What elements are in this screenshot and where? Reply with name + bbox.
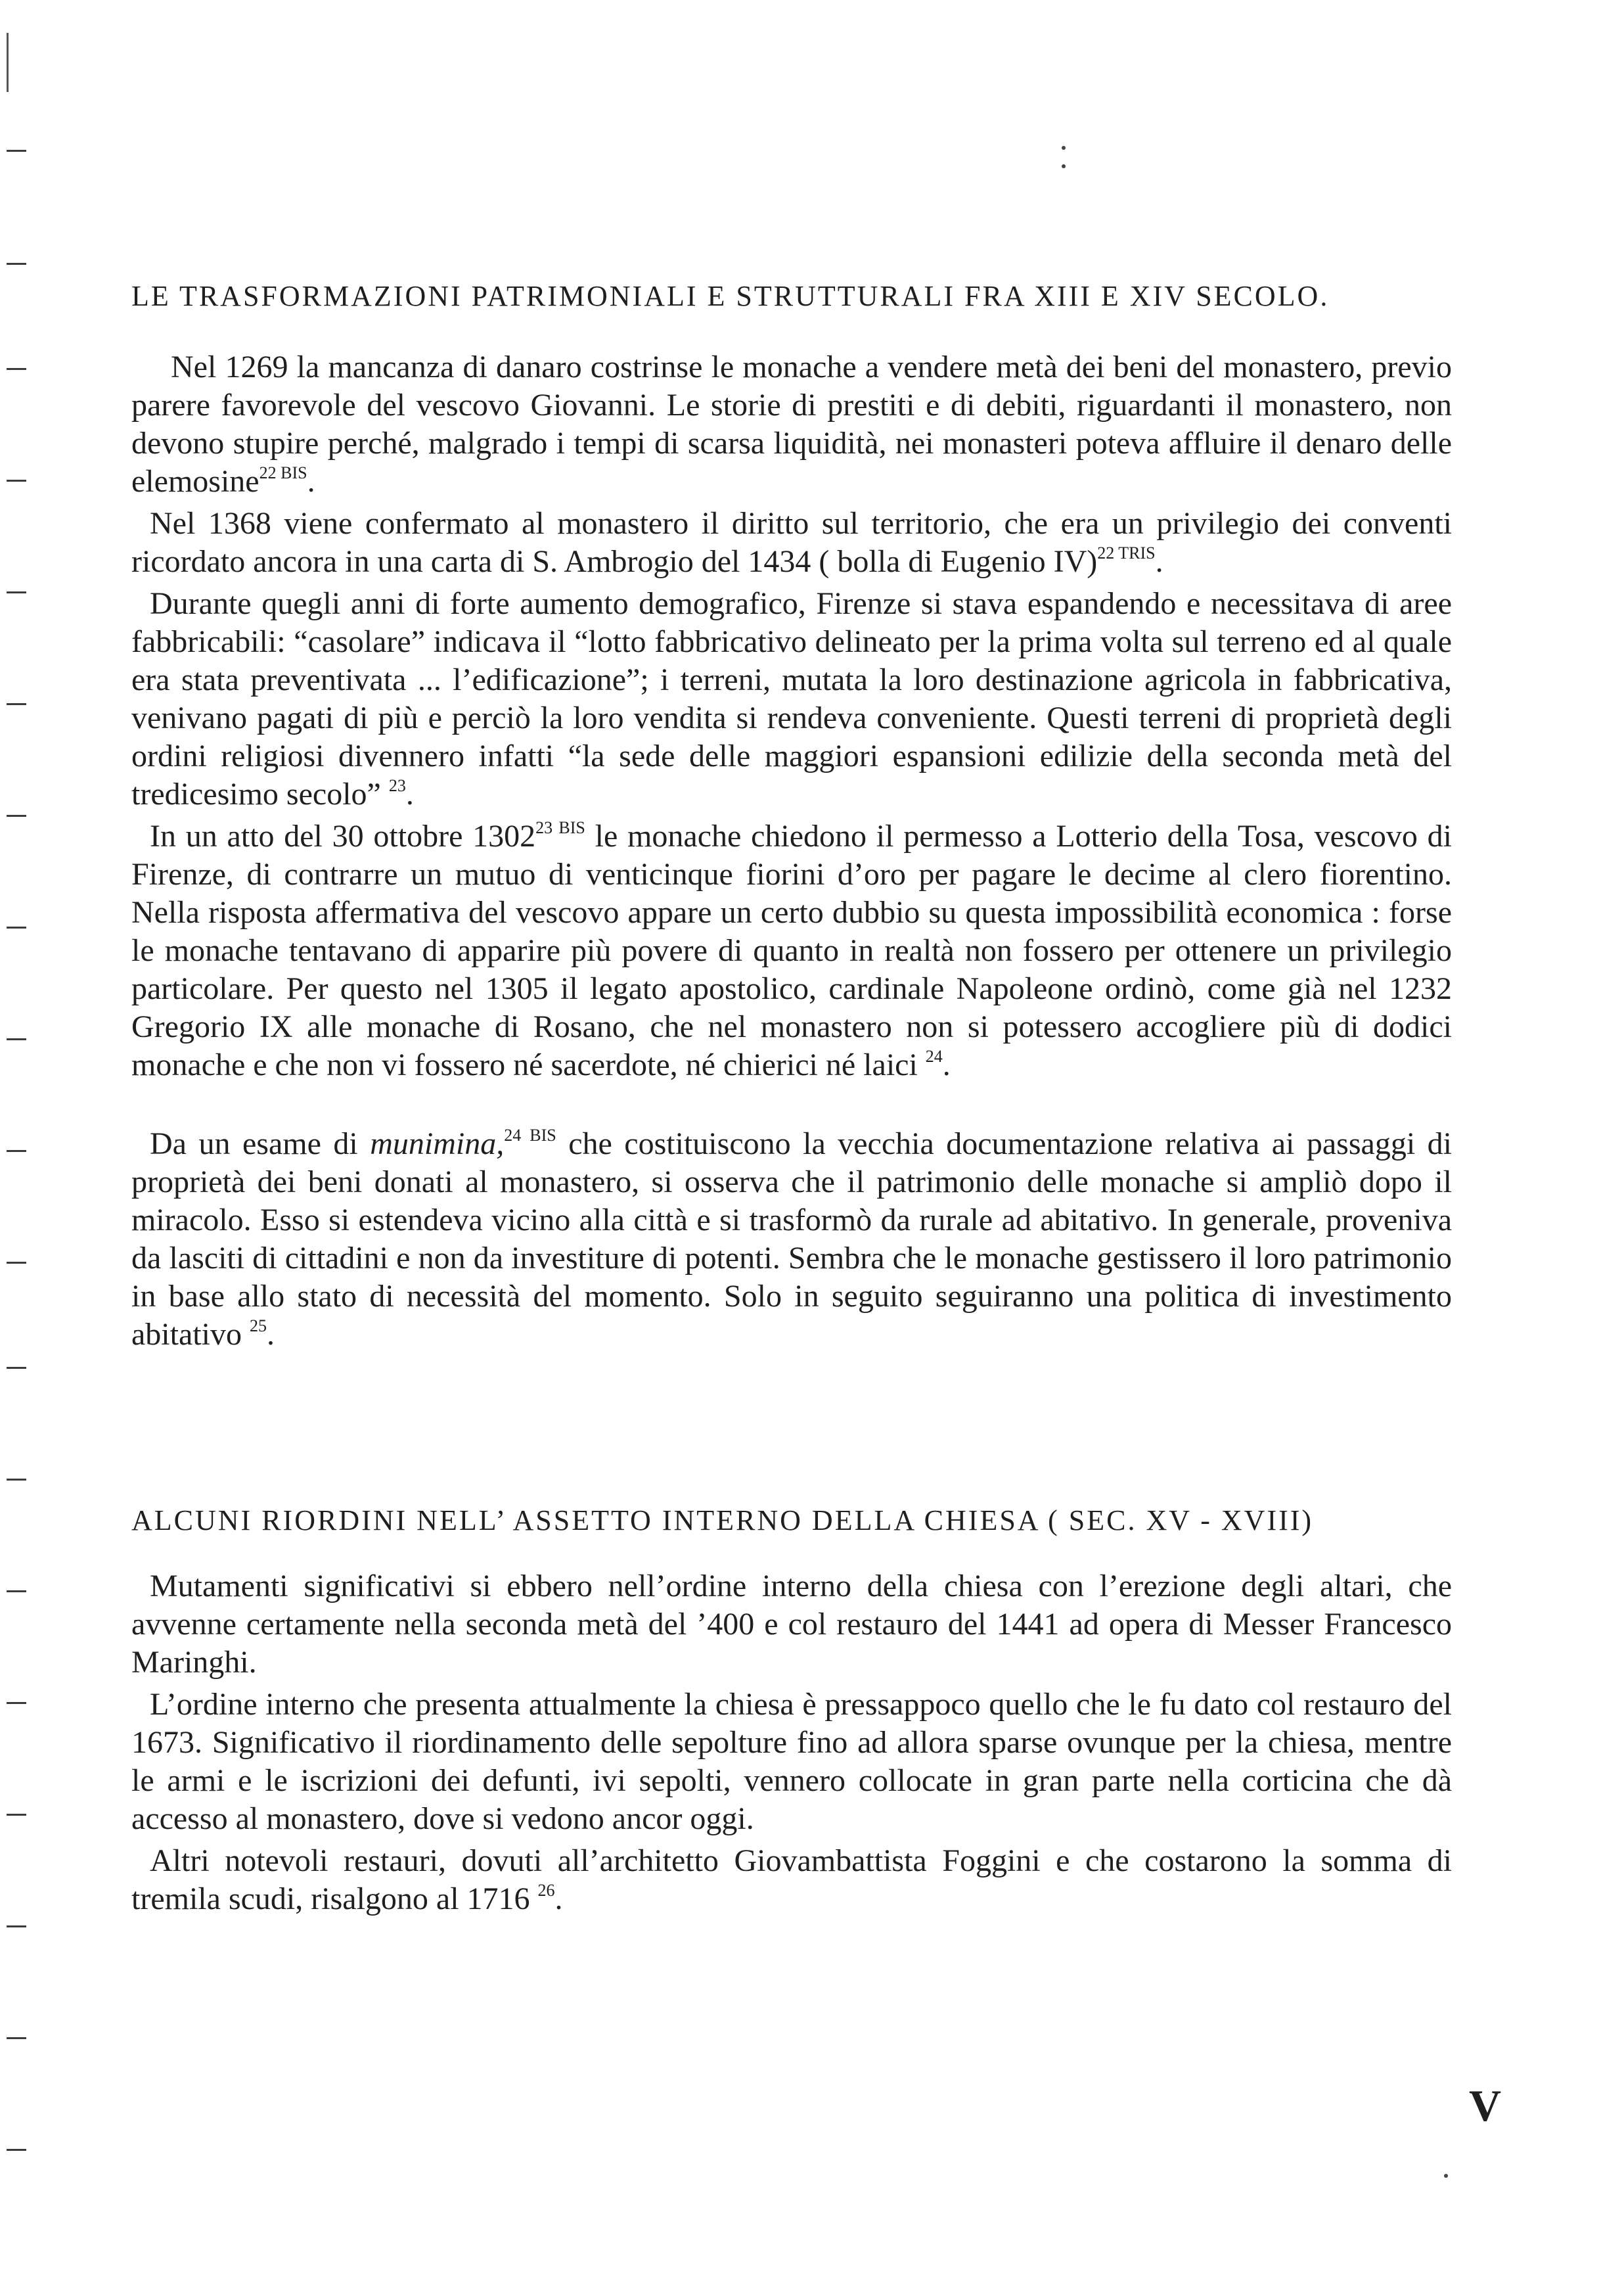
- margin-mark: [7, 2149, 26, 2151]
- margin-mark: [7, 1262, 26, 1264]
- footnote-ref: 24: [925, 1047, 943, 1066]
- footnote-ref: 22 BIS: [259, 463, 307, 482]
- section-2-body: [131, 1567, 1452, 1922]
- section-heading-2: ALCUNI RIORDINI NELL’ ASSETTO INTERNO DELLA CHIESA ( SEC. XV - XVIII): [131, 1504, 1314, 1536]
- margin-mark: [7, 368, 26, 370]
- paragraph: Nel 1368 viene confermato al monastero il diritto sul territorio, che era un privilegio dei conventi ricordato ancora in una carta di S. Ambrogio del 1434 ( bolla di Eugenio IV)$^{22 TRIS}$.: [131, 506, 1452, 579]
- margin-mark: [7, 1590, 26, 1592]
- margin-mark: [7, 1150, 26, 1152]
- page-number: V: [1469, 2081, 1502, 2130]
- section-heading-1: LE TRASFORMAZIONI PATRIMONIALI E STRUTTURALI FRA XIII E XIV SECOLO.: [131, 280, 1330, 312]
- footnote-ref: 23: [388, 776, 406, 795]
- margin-mark: [7, 480, 26, 482]
- margin-mark: [7, 2037, 26, 2039]
- paragraph: Nel 1269 la mancanza di danaro costrinse le monache a vendere metà dei beni del monastero, previo parere favorevole del vescovo Giovanni. Le storie di prestiti e di debiti, riguardanti il monastero, non devono stupire perché, malgrado i tempi di scarsa liquidità, nei monasteri poteva affluire il denaro delle elemosine$^{22 BIS}$.: [131, 350, 1452, 499]
- margin-mark: [7, 1367, 26, 1369]
- margin-mark: [7, 1814, 26, 1816]
- margin-mark: [7, 1479, 26, 1481]
- paragraph: Durante quegli anni di forte aumento demografico, Firenze si stava espandendo e necessitava di aree fabbricabili: “casolare” indicava il “lotto fabbricativo delineato per la prima volta sul terreno ed al quale era stata preventivata ... l’edificazione”; i terreni, mutata la loro destinazione agricola in fabbricativa, venivano pagati di più e perciò la loro vendita si rendeva conveniente. Questi terreni di proprietà degli ordini religiosi divennero infatti “la sede delle maggiori espansioni edilizie della seconda metà del tredicesimo secolo” $^{23}$.: [131, 586, 1452, 812]
- margin-mark: [7, 703, 26, 705]
- margin-mark: [7, 1702, 26, 1704]
- section-1-body: [131, 348, 1452, 1358]
- footnote-ref: 26: [537, 1881, 555, 1900]
- margin-mark: [7, 263, 26, 265]
- margin-mark: [7, 591, 26, 593]
- paragraph: Altri notevoli restauri, dovuti all’architetto Giovambattista Foggini e che costarono la somma di tremila scudi, risalgono al 1716 $^{26}$.: [131, 1843, 1452, 1916]
- latin-term: munimina,: [370, 1126, 505, 1161]
- speck: [1062, 164, 1066, 168]
- footnote-ref: 25: [249, 1316, 267, 1335]
- footnote-ref: 22 TRIS: [1097, 543, 1156, 563]
- margin-mark: [7, 815, 26, 817]
- paragraph: Mutamenti significativi si ebbero nell’ordine interno della chiesa con l’erezione degli altari, che avvenne certamente nella seconda metà del ’400 e col restauro del 1441 ad opera di Messer Francesco Maringhi.: [131, 1569, 1452, 1680]
- margin-mark: [7, 927, 26, 929]
- paragraph: L’ordine interno che presenta attualmente la chiesa è pressappoco quello che le fu dato col restauro del 1673. Significativo il riordinamento delle sepolture fino ad allora sparse ovunque per la chiesa, mentre le armi e le iscrizioni dei defunti, ivi sepolti, vennero collocate in gran parte nella corticina che dà accesso al monastero, dove si vedono ancor oggi.: [131, 1687, 1452, 1836]
- speck: [1062, 146, 1066, 150]
- paragraph: Da un esame di munimina,$^{24 BIS}$ che costituiscono la vecchia documentazione relativa ai passaggi di proprietà dei beni donati al monastero, si osserva che il patrimonio delle monache si ampliò dopo il miracolo. Esso si estendeva vicino alla città e si trasformò da rurale ad abitativo. In generale, proveniva da lasciti di cittadini e non da investiture di potenti. Sembra che le monache gestissero il loro patrimonio in base allo stato di necessità del momento. Solo in seguito seguiranno una politica di investimento abitativo $^{25}$.: [131, 1126, 1453, 1352]
- margin-mark: [7, 1038, 26, 1040]
- margin-mark: [7, 150, 26, 152]
- paragraph: In un atto del 30 ottobre $1302^{23 BIS}$ le monache chiedono il permesso a Lotterio della Tosa, vescovo di Firenze, di contrarre un mutuo di venticinque fiorini d’oro per pagare le decime al clero fiorentino. Nella risposta affermativa del vescovo appare un certo dubbio su questa impossibilità economica : forse le monache tentavano di apparire più povere di quanto in realtà non fossero per ottenere un privilegio particolare. Per questo nel 1305 il legato apostolico, cardinale Napoleone ordinò, come già nel 1232 Gregorio IX alle monache di Rosano, che nel monastero non si potessero accogliere più di dodici monache e che non vi fossero né sacerdote, né chierici né laici $^{24}$.: [131, 818, 1453, 1082]
- speck: [1444, 2174, 1448, 2178]
- margin-mark: [7, 1925, 26, 1927]
- scan-edge-mark: [7, 33, 9, 92]
- footnote-ref: 24 BIS: [504, 1126, 556, 1145]
- footnote-ref: 23 BIS: [535, 818, 585, 837]
